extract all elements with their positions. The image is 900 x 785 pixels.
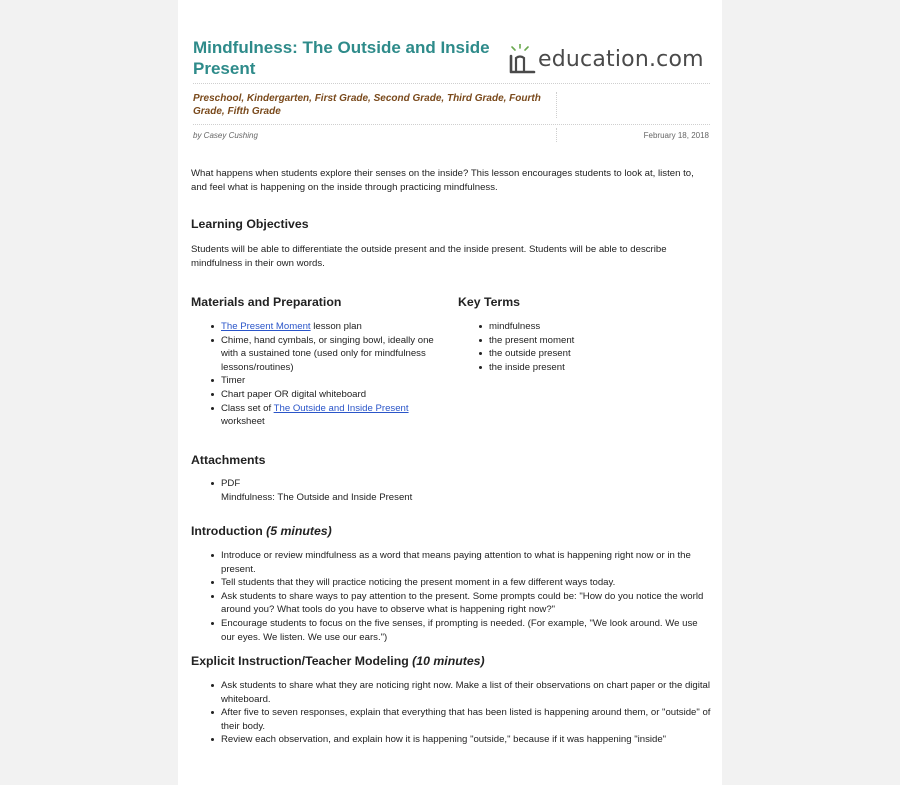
list-item: Encourage students to focus on the five senses, if prompting is needed. (For example, "We look around. We use our eyes. We listen. We use our ears.") <box>209 617 711 644</box>
list-item: Review each observation, and explain how it is happening "outside," because if it was happening "inside" <box>209 733 711 747</box>
worksheet-link[interactable]: The Outside and Inside Present <box>273 402 409 414</box>
grade-levels: Preschool, Kindergarten, First Grade, Second Grade, Third Grade, Fourth Grade, Fifth Grade <box>193 93 541 117</box>
lesson-title: Mindfulness: The Outside and Inside Present <box>193 38 490 78</box>
explicit-instruction-list <box>209 679 711 747</box>
learning-objectives-heading: Learning Objectives <box>191 217 309 231</box>
list-item: Tell students that they will practice noticing the present moment in a few different ways today. <box>209 576 711 590</box>
key-terms-list <box>477 320 677 374</box>
attachments-heading: Attachments <box>191 453 266 467</box>
logo-wordmark: education.com <box>538 47 704 72</box>
present-moment-link[interactable]: The Present Moment <box>221 321 311 332</box>
learning-objectives-text: Students will be able to differentiate the outside present and the inside present. Students will be able to describe mindfulness in their own words. <box>191 244 667 269</box>
education-logo[interactable] <box>508 44 704 76</box>
list-item: Chime, hand cymbals, or singing bowl, ideally one with a sustained tone (used only for mindfulness lessons/routines) <box>209 334 439 375</box>
list-item: the inside present <box>477 361 677 375</box>
list-item: Class set of The Outside and Inside Present worksheet <box>209 402 439 429</box>
introduction-list <box>209 549 711 644</box>
publish-date: February 18, 2018 <box>643 131 709 140</box>
list-item: the present moment <box>477 334 677 348</box>
header-vertical-divider <box>556 92 557 118</box>
intro-paragraph: What happens when students explore their senses on the inside? This lesson encourages students to look at, listen to, and feel what is happening on the inside through practicing mindfulness. <box>191 168 694 193</box>
meta-vertical-divider <box>556 128 557 142</box>
list-item: Ask students to share ways to pay attention to the present. Some prompts could be: "How do you notice the world around you? What tools do you have to observe what is happening right now?" <box>209 590 711 617</box>
list-item: Introduce or review mindfulness as a word that means paying attention to what is happening right now or in the present. <box>209 549 711 576</box>
list-item: The Present Moment lesson plan <box>209 320 439 334</box>
list-item: Chart paper OR digital whiteboard <box>209 388 439 402</box>
author-byline: by Casey Cushing <box>193 131 258 140</box>
header-divider <box>193 83 710 84</box>
materials-heading: Materials and Preparation <box>191 295 342 309</box>
introduction-heading: Introduction (5 minutes) <box>191 524 332 538</box>
book-reader-icon <box>508 44 538 76</box>
list-item: mindfulness <box>477 320 677 334</box>
attachment-item[interactable]: PDF Mindfulness: The Outside and Inside Present <box>209 477 509 504</box>
list-item: Timer <box>209 374 439 388</box>
materials-list <box>209 320 439 429</box>
list-item: After five to seven responses, explain that everything that has been listed is happening around them, or "outside" of their body. <box>209 706 711 733</box>
list-item: Ask students to share what they are noticing right now. Make a list of their observations on chart paper or the digital whiteboard. <box>209 679 711 706</box>
explicit-instruction-heading: Explicit Instruction/Teacher Modeling (10 minutes) <box>191 654 485 668</box>
meta-divider <box>193 124 710 125</box>
list-item: the outside present <box>477 347 677 361</box>
attachments-list <box>209 477 509 504</box>
key-terms-heading: Key Terms <box>458 295 520 309</box>
